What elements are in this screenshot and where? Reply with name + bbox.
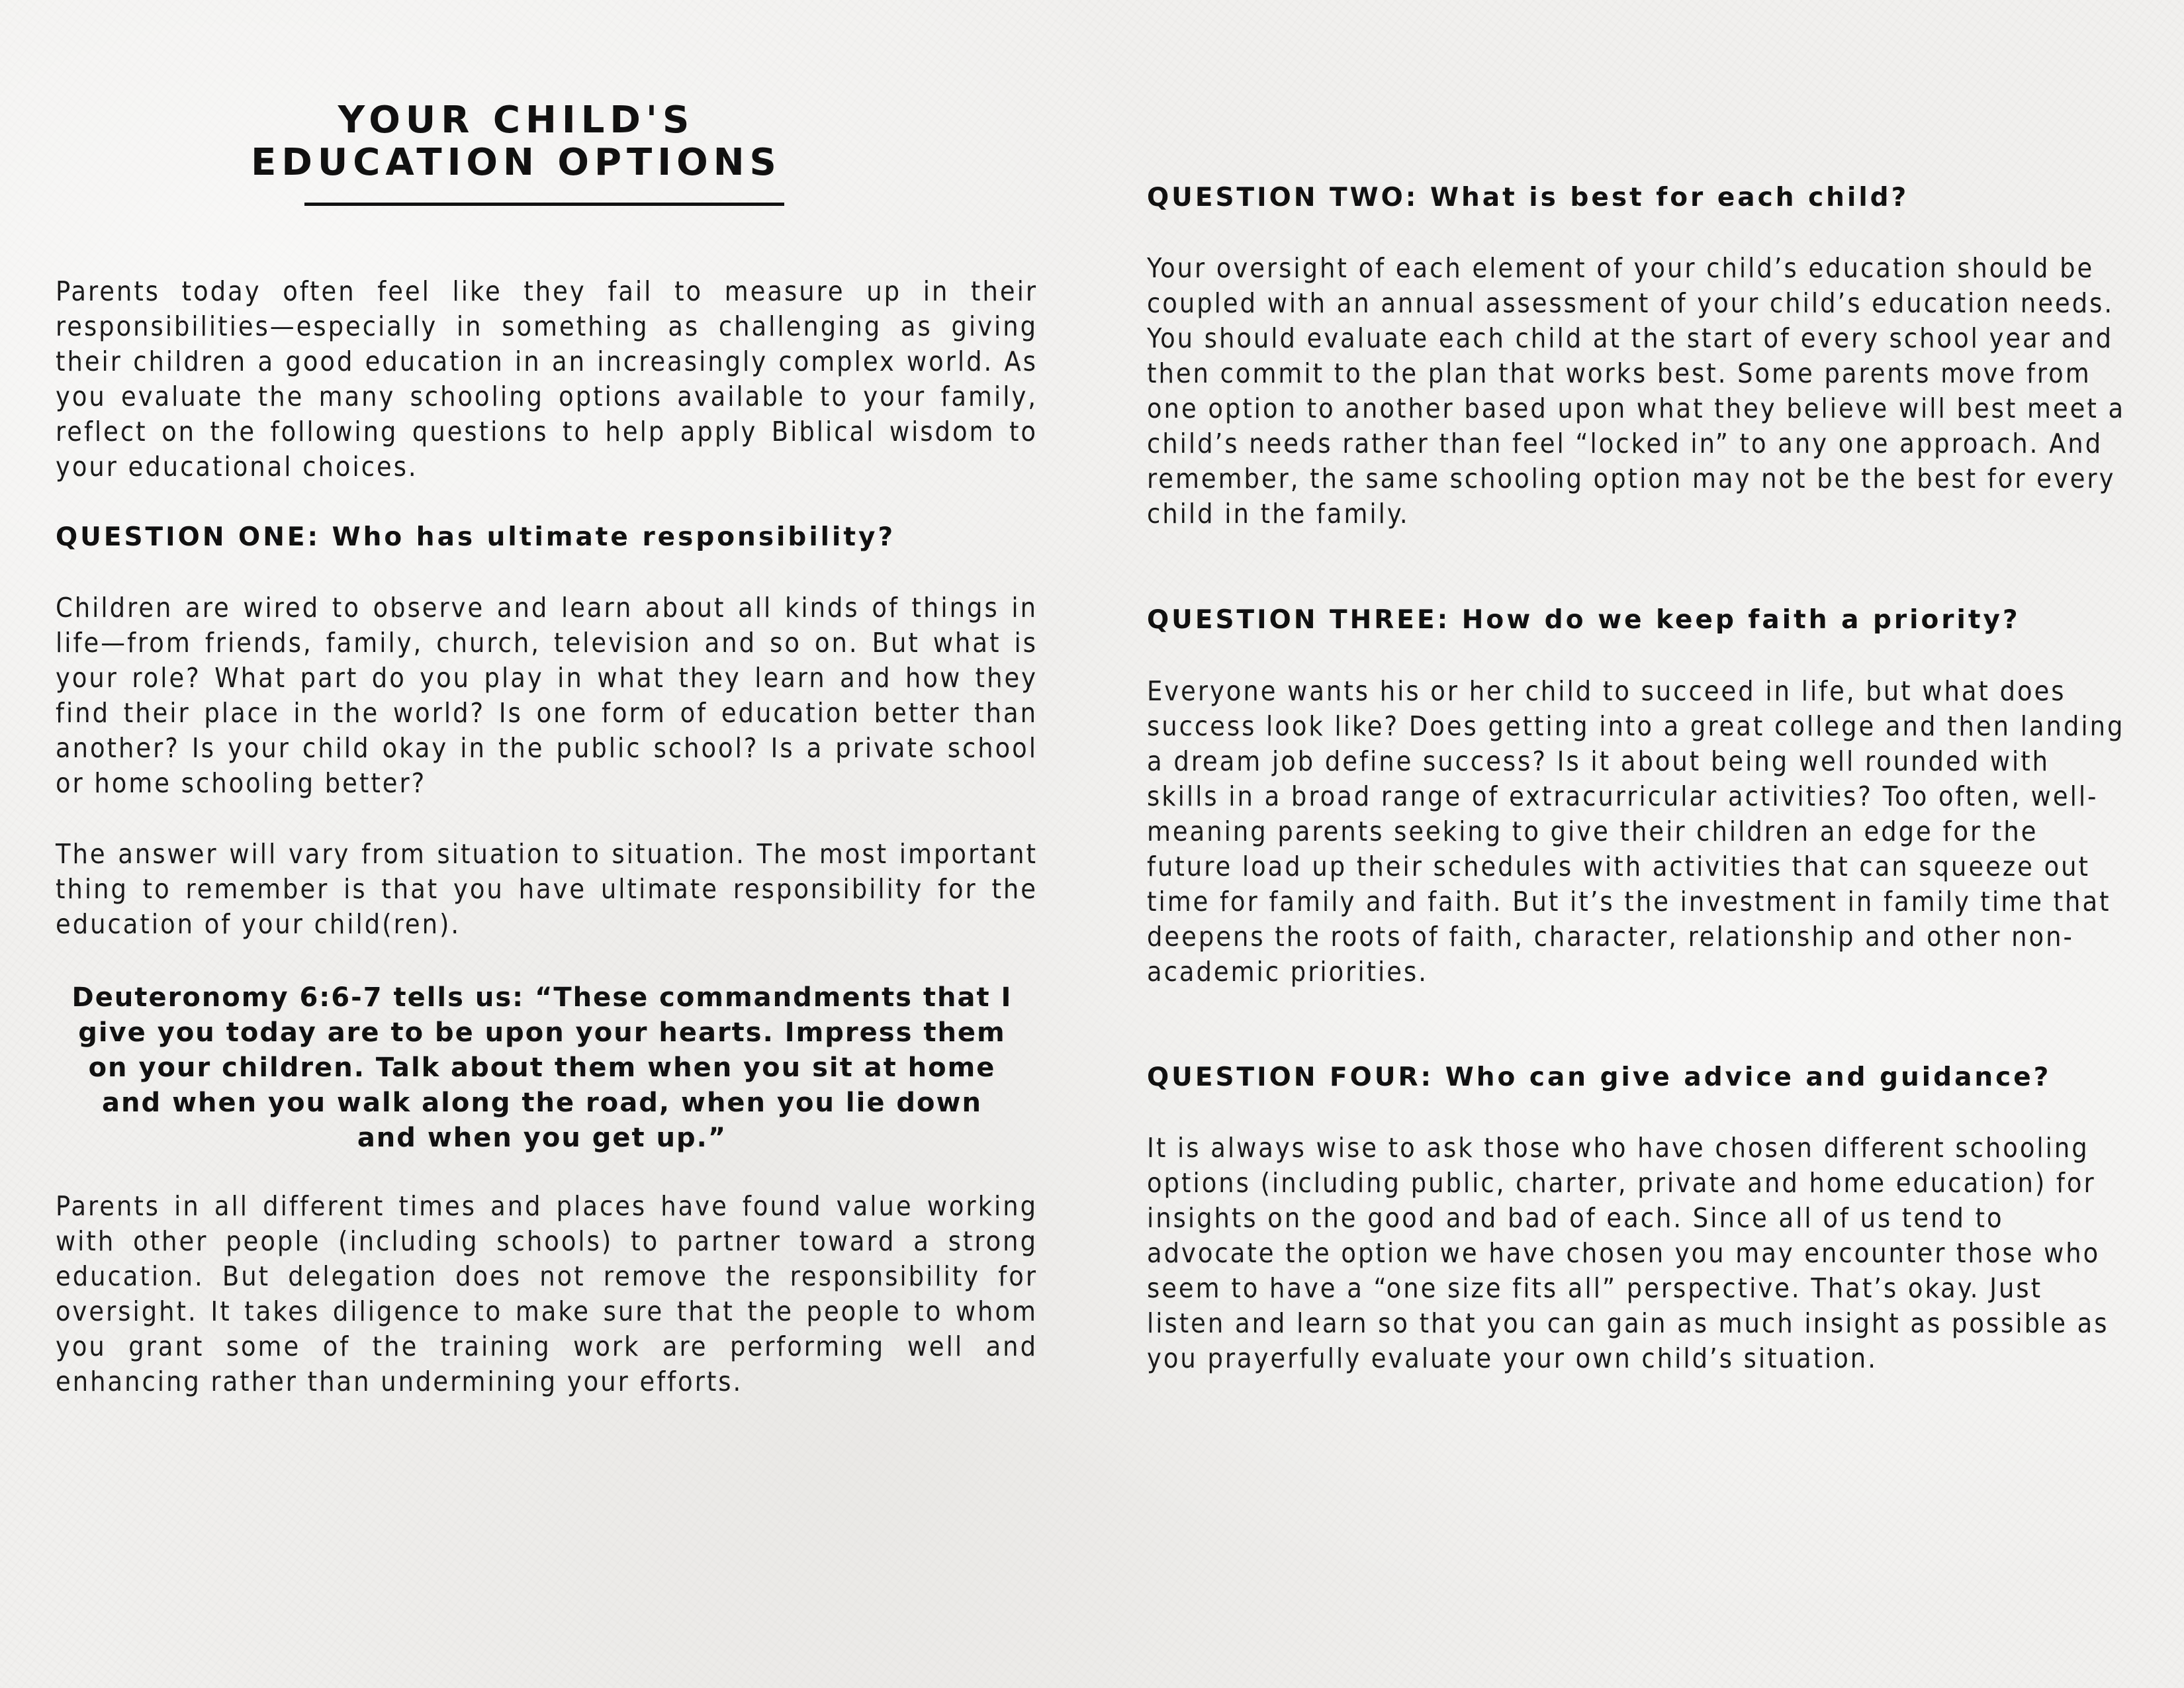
question-three-heading: QUESTION THREE: How do we keep faith a priority? bbox=[1147, 605, 2021, 635]
question-one-paragraph-1: Children are wired to observe and learn about all kinds of things in life—from friends, family, church, television and so on. But what is your role? What part do you play in what they learn and how they find their place in the world? Is one form of education better than another? Is your child okay in the public school? Is a private school or home schooling better? bbox=[56, 592, 1038, 799]
question-three-paragraph: Everyone wants his or her child to succeed in life, but what does success look like? Does getting into a great college and then landing a dream job define success? Is it about being well rounded with skills in a broad range of extracurricular activities? Too often, well-meaning parents seeking to give their children an edge for the future load up their schedules with activities that can squeeze out time for family and faith. But it’s the investment in family time that deepens the roots of faith, character, relationship and other non-academic priorities. bbox=[1147, 675, 2125, 988]
scripture-quote: Deuteronomy 6:6-7 tells us: “These commandments that I give you today are to be upon your hearts. Impress them on your children. Talk about them when you sit at home and when you walk along the road, when you lie down and when you get up.” bbox=[71, 982, 1013, 1153]
question-two-heading: QUESTION TWO: What is best for each child? bbox=[1147, 183, 1909, 212]
title-line-2: EDUCATION OPTIONS bbox=[251, 141, 782, 184]
question-four-heading: QUESTION FOUR: Who can give advice and guidance? bbox=[1147, 1062, 2052, 1092]
question-one-paragraph-2: The answer will vary from situation to situation. The most important thing to remember is that you have ultimate responsibility for the education of your child(ren). bbox=[56, 838, 1038, 940]
intro-paragraph: Parents today often feel like they fail to measure up in their responsibilities—especially in something as challenging as giving their children a good education in an increasingly complex world. As you evaluate the many schooling options available to your family, reflect on the following questions to help apply Biblical wisdom to your educational choices. bbox=[56, 275, 1038, 483]
question-one-paragraph-3: Parents in all different times and places have found value working with other people (including schools) to partner toward a strong education. But delegation does not remove the responsibility for oversight. It takes diligence to make sure that the people to whom you grant some of the training work are performing well and enhancing rather than undermining your efforts. bbox=[56, 1190, 1038, 1397]
question-two-paragraph: Your oversight of each element of your child’s education should be coupled with an annual assessment of your child’s education needs. You should evaluate each child at the start of every school year and then commit to the plan that works best. Some parents move from one option to another based upon what they believe will best meet a child’s needs rather than feel “locked in” to any one approach. And remember, the same schooling option may not be the best for every child in the family. bbox=[1147, 252, 2126, 530]
question-four-paragraph: It is always wise to ask those who have chosen different schooling options (including public, charter, private and home education) for insights on the good and bad of each. Since all of us tend to advocate the option we have chosen you may encounter those who seem to have a “one size fits all” perspective. That’s okay. Just listen and learn so that you can gain as much insight as possible as you prayerfully evaluate your own child’s situation. bbox=[1147, 1132, 2109, 1374]
title-line-1: YOUR CHILD'S bbox=[338, 99, 695, 142]
title-underline-divider bbox=[304, 203, 784, 206]
page-title bbox=[218, 99, 814, 184]
question-one-heading: QUESTION ONE: Who has ultimate responsibility? bbox=[56, 522, 896, 552]
